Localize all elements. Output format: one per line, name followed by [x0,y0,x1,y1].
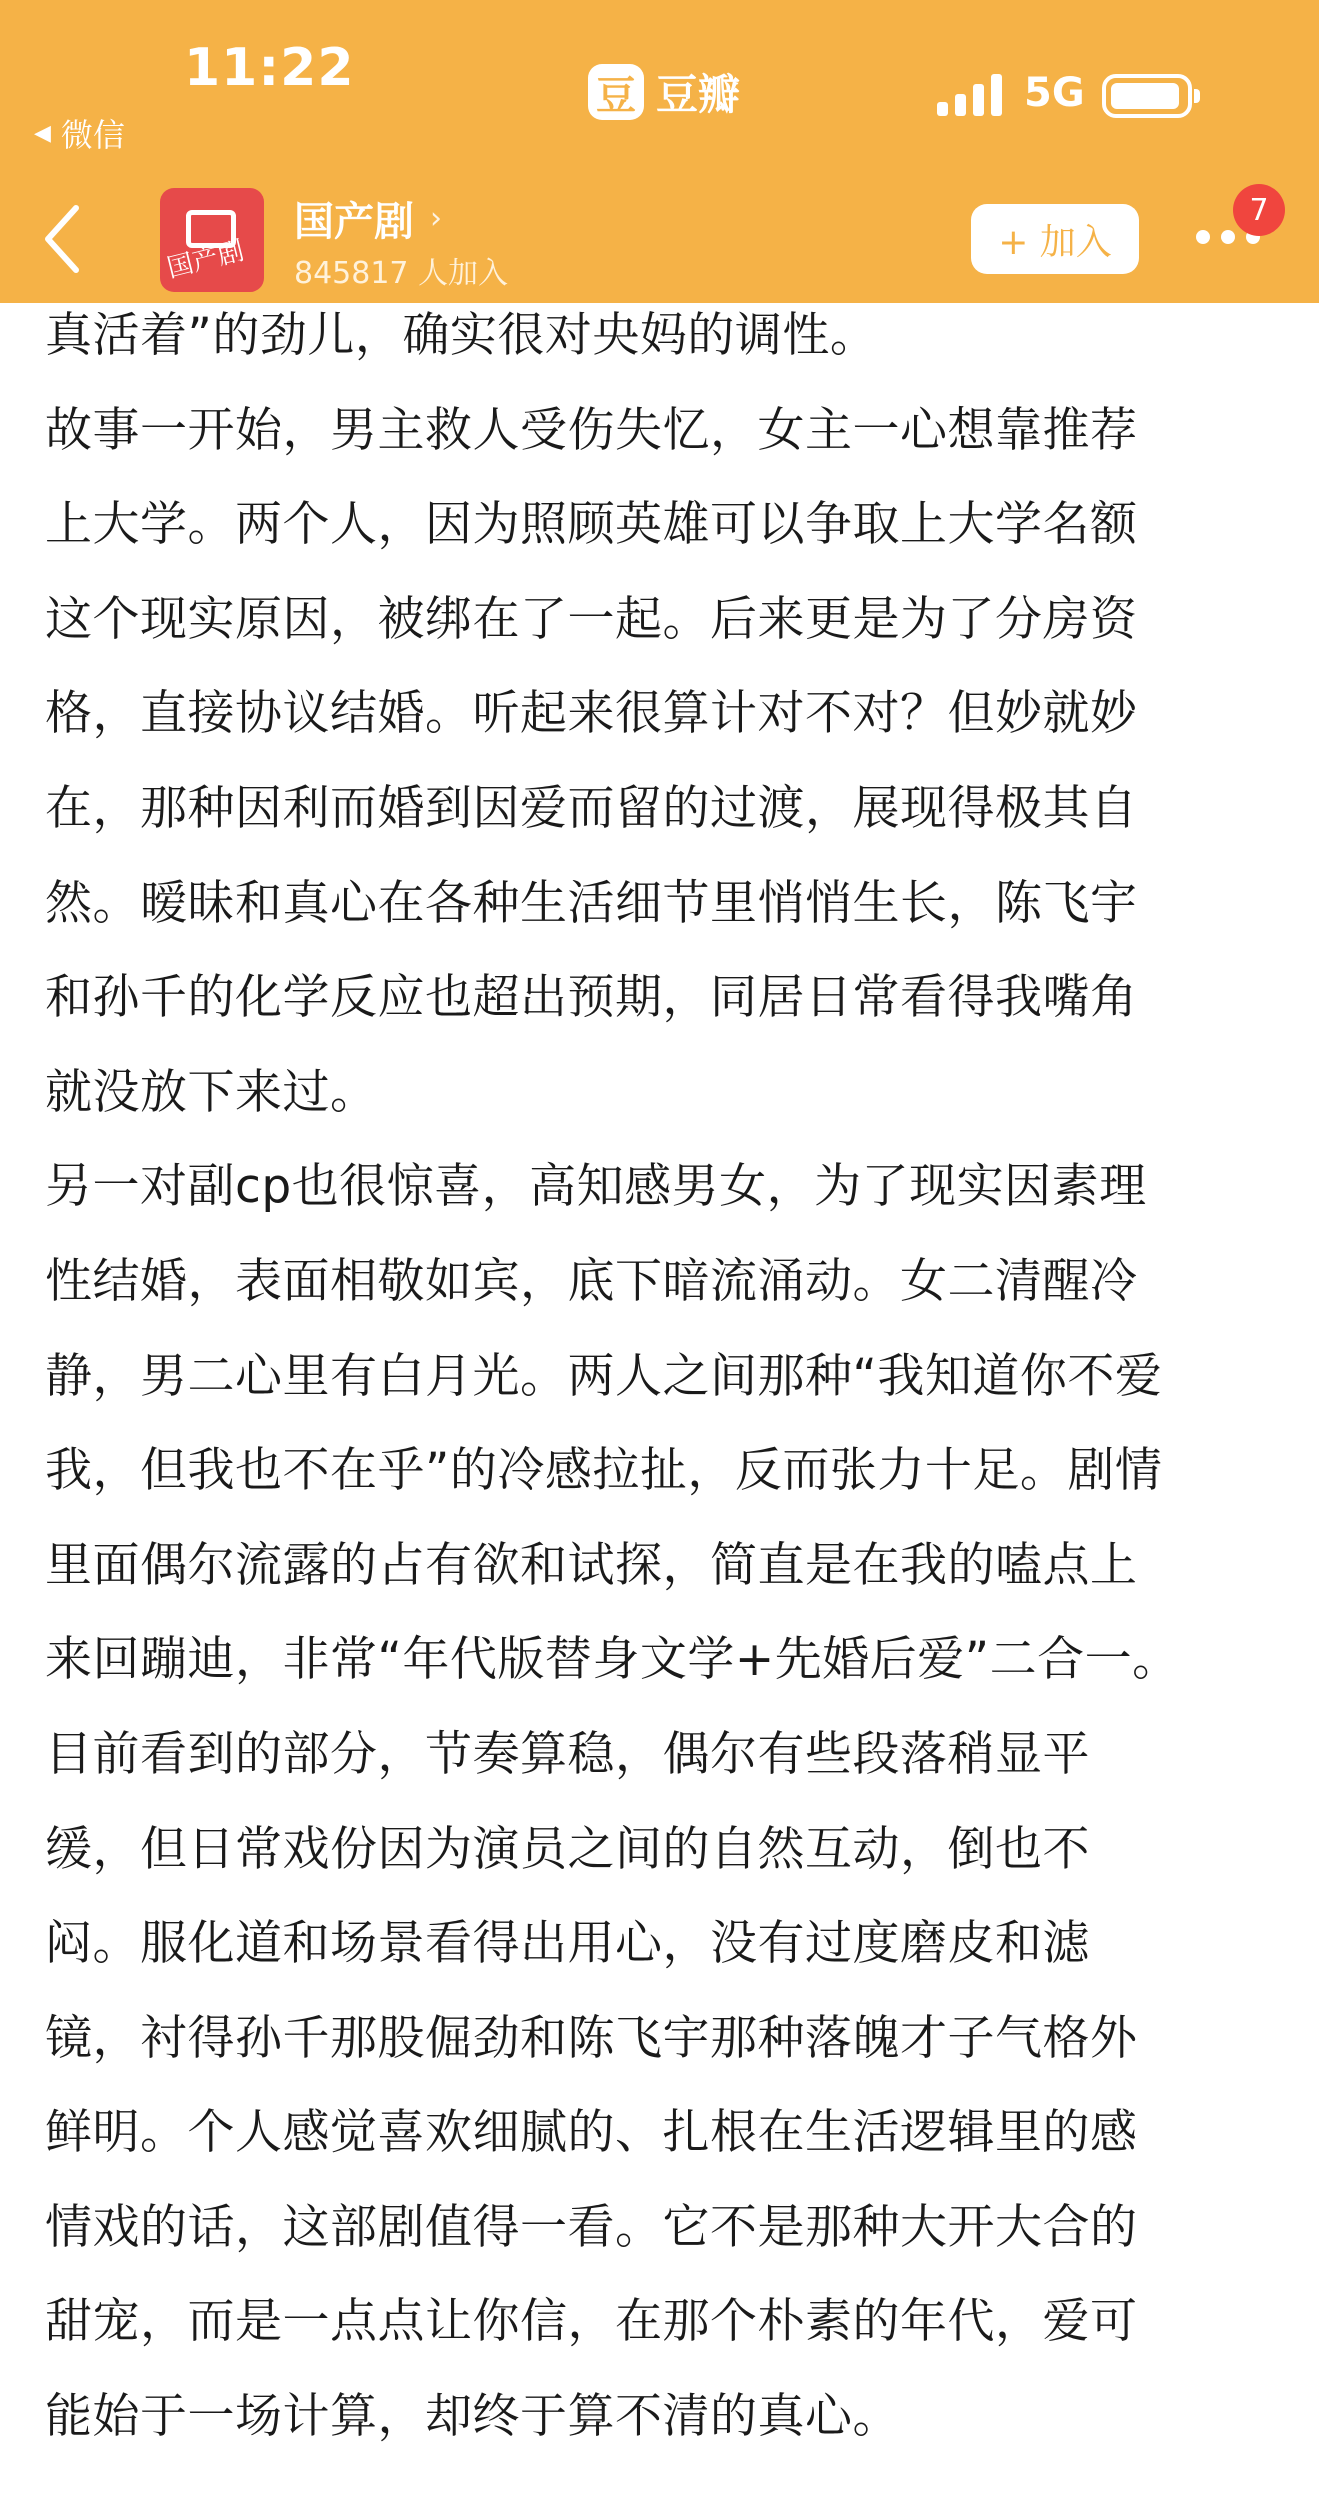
post-text-line: 里面偶尔流露的占有欲和试探，简直是在我的嗑点上 [45,1537,1138,1593]
notification-badge: 7 [1233,184,1285,236]
back-triangle-icon: ◀ [34,120,51,146]
member-count: 845817 人加入 [294,256,509,291]
post-text-line: 来回蹦迪，非常“年代版替身文学+先婚后爱”二合一。 [45,1632,1180,1688]
post-text-line: 鲜明。个人感觉喜欢细腻的、扎根在生活逻辑里的感 [45,2105,1138,2161]
post-text-line: 镜，衬得孙千那股倔劲和陈飞宇那种落魄才子气格外 [45,2010,1138,2066]
post-text-line: 然。暧昧和真心在各种生活细节里悄悄生长，陈飞宇 [45,875,1138,931]
douban-logo-icon: 豆 [588,64,644,120]
group-name-text: 国产剧 [294,199,414,245]
post-text-line: 静，男二心里有白月光。两人之间那种“我知道你不爱 [45,1348,1163,1404]
app-name: 豆瓣 [656,70,741,119]
post-text-line: 故事一开始，男主救人受伤失忆，女主一心想靠推荐 [45,402,1138,458]
post-text-line: 另一对副cp也很惊喜，高知感男女，为了现实因素理 [45,1159,1147,1215]
status-time: 11:22 [184,38,355,98]
network-type: 5G [1024,70,1085,116]
battery-icon [1102,74,1192,118]
post-text-line: 我，但我也不在乎”的冷感拉扯，反而张力十足。剧情 [45,1443,1163,1499]
post-text-line: 上大学。两个人，因为照顾英雄可以争取上大学名额 [45,497,1138,553]
post-text-line: 在，那种因利而婚到因爱而留的过渡，展现得极其自 [45,780,1138,836]
header-bar [0,0,1319,303]
post-text-line: 情戏的话，这部剧值得一看。它不是那种大开大合的 [45,2199,1138,2255]
post-text-line: 目前看到的部分，节奏算稳，偶尔有些段落稍显平 [45,1726,1090,1782]
signal-icon [937,72,1003,118]
post-text-line: 和孙千的化学反应也超出预期，同居日常看得我嘴角 [45,970,1138,1026]
post-text-line: 甜宠，而是一点点让你信，在那个朴素的年代，爱可 [45,2294,1138,2350]
post-text-line: 格，直接协议结婚。听起来很算计对不对？但妙就妙 [45,686,1138,742]
post-text-line: 能始于一场计算，却终于算不清的真心。 [45,2389,900,2445]
post-text-line: 真活着”的劲儿，确实很对央妈的调性。 [45,308,878,363]
post-text-line: 闷。服化道和场景看得出用心，没有过度磨皮和滤 [45,1916,1090,1972]
back-to-app-link[interactable] [34,110,125,156]
app-logo [588,62,740,122]
post-text-line: 这个现实原因，被绑在了一起。后来更是为了分房资 [45,591,1138,647]
group-title[interactable] [294,190,442,247]
back-arrow-icon[interactable] [42,204,82,274]
chevron-right-icon: › [430,201,442,236]
post-text-line: 缓，但日常戏份因为演员之间的自然互动，倒也不 [45,1821,1090,1877]
post-text-line: 性结婚，表面相敬如宾，底下暗流涌动。女二清醒冷 [45,1253,1138,1309]
post-text-line: 就没放下来过。 [45,1064,378,1120]
join-button[interactable]: + 加入 [971,204,1139,274]
post-body [45,289,1285,2465]
avatar-label: 国产剧 [164,236,248,285]
back-app-label: 微信 [60,116,125,154]
group-avatar[interactable] [160,188,264,292]
